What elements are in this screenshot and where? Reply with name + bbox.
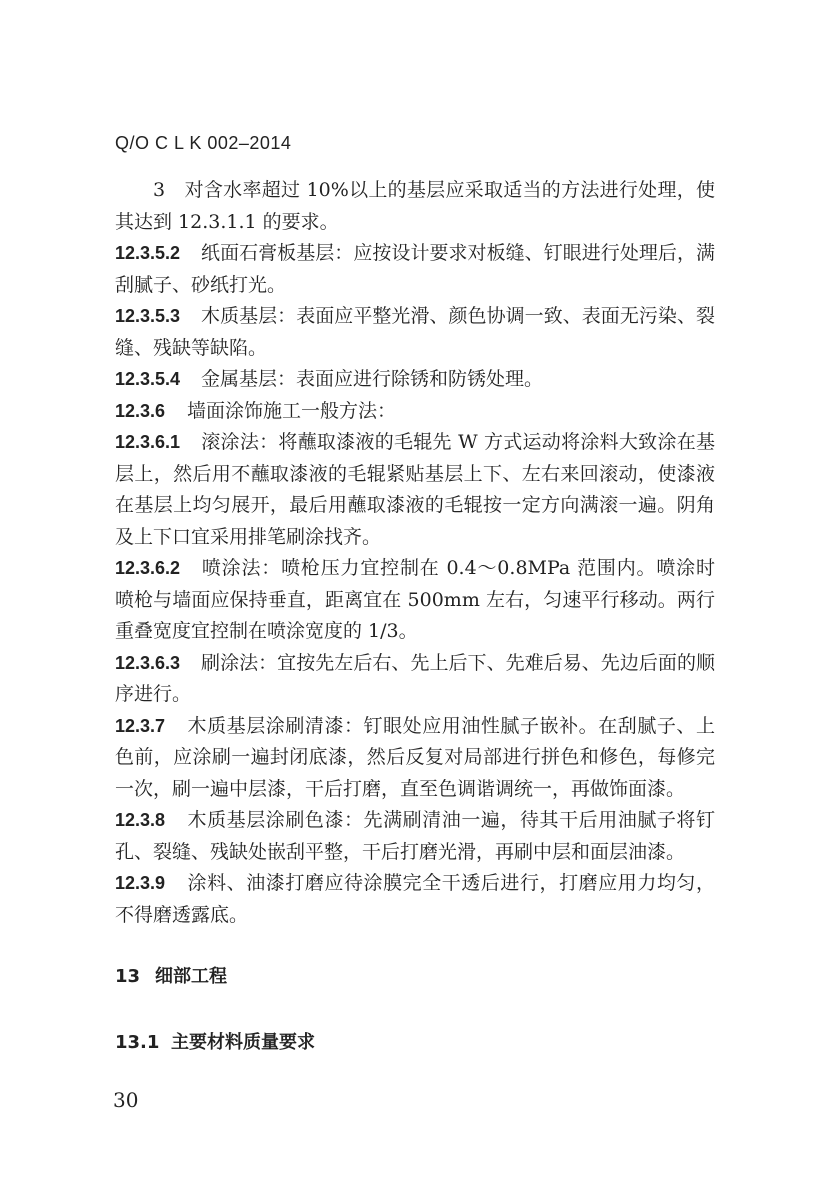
- body-text: [115, 175, 715, 931]
- subsection-title: 主要材料质量要求: [171, 1032, 315, 1053]
- section-heading: [115, 962, 227, 988]
- document-code-header: Q/O C L K 002–2014: [115, 133, 292, 153]
- paragraph-text: 涂料、油漆打磨应待涂膜完全干透后进行，打磨应用力均匀，不得磨透露底。: [115, 872, 715, 926]
- clause-number: 12.3.6.2: [115, 558, 181, 578]
- paragraph: [115, 301, 715, 364]
- paragraph: [115, 427, 715, 553]
- paragraph-text: 木质基层涂刷色漆：先满刷清油一遍，待其干后用油腻子将钉孔、裂缝、残缺处嵌刮平整，干后打磨光滑，再刷中层和面层油漆。: [115, 809, 715, 863]
- paragraph: [115, 553, 715, 648]
- clause-number: 12.3.6: [115, 400, 166, 421]
- paragraph-text: 3 对含水率超过 10%以上的基层应采取适当的方法进行处理，使其达到 12.3.1.1 的要求。: [115, 179, 715, 233]
- clause-number: 12.3.5.3: [115, 306, 181, 326]
- paragraph: [115, 364, 715, 396]
- clause-number: 12.3.9: [115, 873, 166, 893]
- paragraph: [115, 396, 715, 428]
- page-number: 30: [113, 1088, 139, 1112]
- paragraph-text: 金属基层：表面应进行除锈和防锈处理。: [201, 368, 544, 390]
- section-title: 细部工程: [155, 966, 227, 987]
- paragraph: [115, 175, 715, 238]
- paragraph-text: 墙面涂饰施工一般方法：: [187, 399, 397, 422]
- paragraph: [115, 238, 715, 301]
- clause-number: 12.3.8: [115, 810, 166, 830]
- clause-number: 12.3.7: [115, 715, 166, 736]
- clause-number: 12.3.5.4: [115, 369, 181, 389]
- clause-number: 12.3.5.2: [115, 243, 181, 263]
- clause-number: 12.3.6.3: [115, 652, 181, 673]
- clause-number: 12.3.6.1: [115, 432, 181, 452]
- subsection-heading: [115, 1028, 315, 1054]
- paragraph: [115, 711, 715, 806]
- paragraph-text: 纸面石膏板基层：应按设计要求对板缝、钉眼进行处理后，满刮腻子、砂纸打光。: [115, 242, 715, 296]
- paragraph-text: 木质基层：表面应平整光滑、颜色协调一致、表面无污染、裂缝、残缺等缺陷。: [115, 305, 715, 359]
- paragraph-text: 木质基层涂刷清漆：钉眼处应用油性腻子嵌补。在刮腻子、上色前，应涂刷一遍封闭底漆，然后反复对局部进行拼色和修色，每修完一次，刷一遍中层漆，干后打磨，直至色调谐调统一，再做饰面漆。: [115, 714, 715, 800]
- paragraph-text: 滚涂法：将蘸取漆液的毛辊先 W 方式运动将涂料大致涂在基层上，然后用不蘸取漆液的毛辊紧贴基层上下、左右来回滚动，使漆液在基层上均匀展开，最后用蘸取漆液的毛辊按一定方向满滚一遍。阴角及上下口宜采用排笔刷涂找齐。: [115, 431, 715, 548]
- paragraph: [115, 805, 715, 868]
- subsection-number: 13.1: [115, 1032, 160, 1053]
- paragraph-text: 刷涂法：宜按先左后右、先上后下、先难后易、先边后面的顺序进行。: [115, 651, 715, 705]
- section-number: 13: [115, 966, 141, 987]
- paragraph: [115, 648, 715, 711]
- paragraph-text: 喷涂法：喷枪压力宜控制在 0.4～0.8MPa 范围内。喷涂时喷枪与墙面应保持垂直，距离宜在 500mm 左右，匀速平行移动。两行重叠宽度宜控制在喷涂宽度的 1/3。: [115, 557, 715, 642]
- paragraph: [115, 868, 715, 931]
